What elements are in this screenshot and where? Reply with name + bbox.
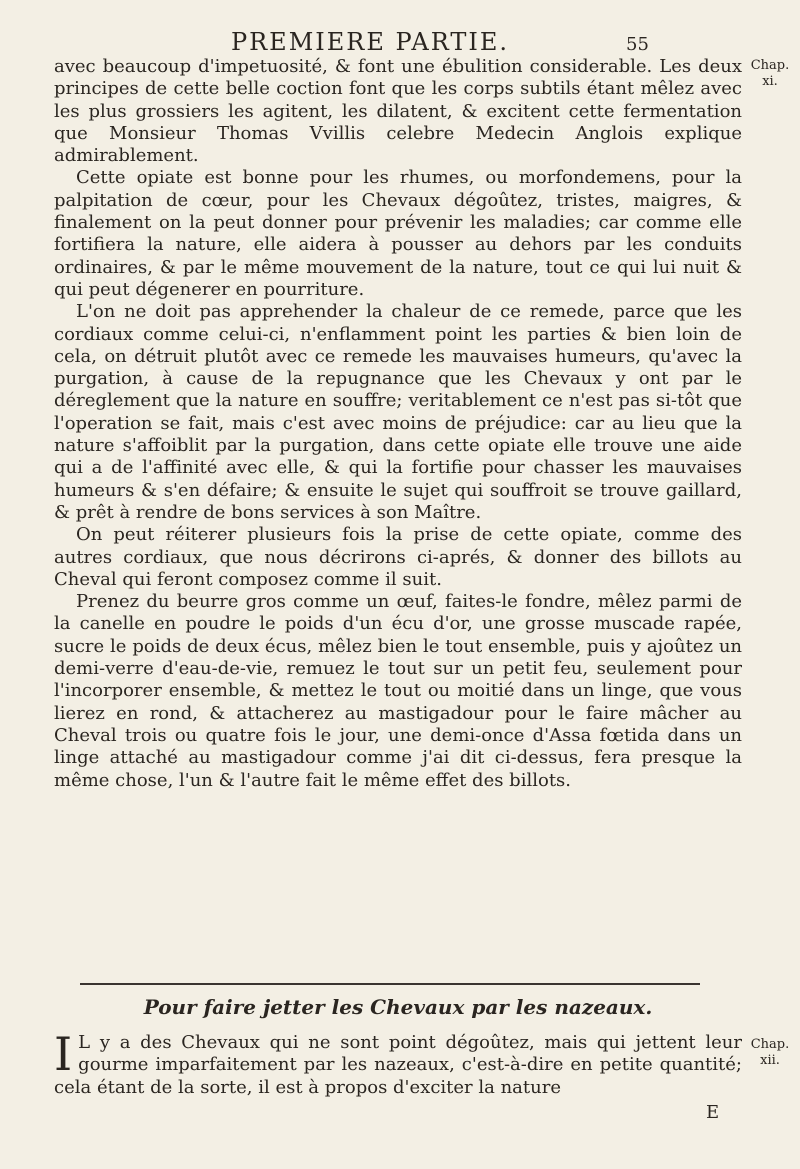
paragraph: Cette opiate est bonne pour les rhumes, ou morfondemens, pour la palpitation de cœur, pour les Chevaux dégoûtez, tristes, maigres, & finalement on la peut donner pour prévenir les maladies; car comme elle fortifiera la nature, elle aidera à pousser au dehors par les conduits ordinaires, & par le même mouvement de la nature, tout ce qui lui nuit & qui peut dégenerer en pourriture.	[54, 167, 742, 300]
body-text	[54, 56, 742, 792]
paragraph: L'on ne doit pas apprehender la chaleur de ce remede, parce que les cordiaux comme celui-ci, n'enflamment point les parties & bien loin de cela, on détruit plutôt avec ce remede les mauvaises humeurs, qu'avec la purgation, à cause de la repugnance que les Chevaux y ont par le déreglement que la nature en souffre; veritablement ce n'est pas si-tôt que l'operation se fait, mais c'est avec moins de préjudice: car au lieu que la nature s'affoiblit par la purgation, dans cette opiate elle trouve une aide qui a de l'affinité avec elle, & qui la fortifie pour chasser les mauvaises humeurs & s'en défaire; & ensuite le sujet qui souffroit se trouve gaillard, & prêt à rendre de bons services à son Maître.	[54, 301, 742, 523]
section-paragraph: L y a des Chevaux qui ne sont point dégoûtez, mais qui jettent leur gourme imparfaitement par les nazeaux, c'est-à-dire en petite quantité; cela étant de la sorte, il est à propos d'exciter la nature	[54, 1032, 742, 1098]
section-text-block	[54, 1027, 742, 1099]
page-number: 55	[626, 34, 649, 55]
running-header: PREMIERE PARTIE.	[230, 28, 510, 56]
section-title: Pour faire jetter les Chevaux par les nazeaux.	[143, 995, 653, 1019]
drop-cap: I	[54, 1027, 73, 1081]
paragraph: Prenez du beurre gros comme un œuf, faites-le fondre, mêlez parmi de la canelle en poudre le poids d'un écu d'or, une grosse muscade rapée, sucre le poids de deux écus, mêlez bien le tout ensemble, puis y ajoûtez un demi-verre d'eau-de-vie, remuez le tout sur un petit feu, seulement pour l'incorporer ensemble, & mettez le tout ou moitié dans un linge, que vous lierez en rond, & attacherez au mastigadour pour le faire mâcher au Cheval trois ou quatre fois le jour, une demi-once d'Assa fœtida dans un linge attaché au mastigadour comme j'ai dit ci-dessus, fera presque la même chose, l'un & l'autre fait le même effet des billots.	[54, 591, 742, 791]
catchword: E	[706, 1102, 720, 1123]
paragraph: avec beaucoup d'impetuosité, & font une ébulition considerable. Les deux principes de cette belle coction font que les corps subtils étant mêlez avec les plus grossiers les agitent, les dilatent, & excitent cette fermentation que Monsieur Thomas Vvillis celebre Medecin Anglois explique admirablement.	[54, 56, 742, 167]
margin-note-chapter: Chap. xi.	[750, 58, 790, 89]
margin-note-chapter: Chap. xii.	[750, 1037, 790, 1068]
section-divider	[80, 983, 700, 985]
paragraph: On peut réiterer plusieurs fois la prise de cette opiate, comme des autres cordiaux, que nous décrirons ci-aprés, & donner des billots au Cheval qui feront composez comme il suit.	[54, 524, 742, 590]
